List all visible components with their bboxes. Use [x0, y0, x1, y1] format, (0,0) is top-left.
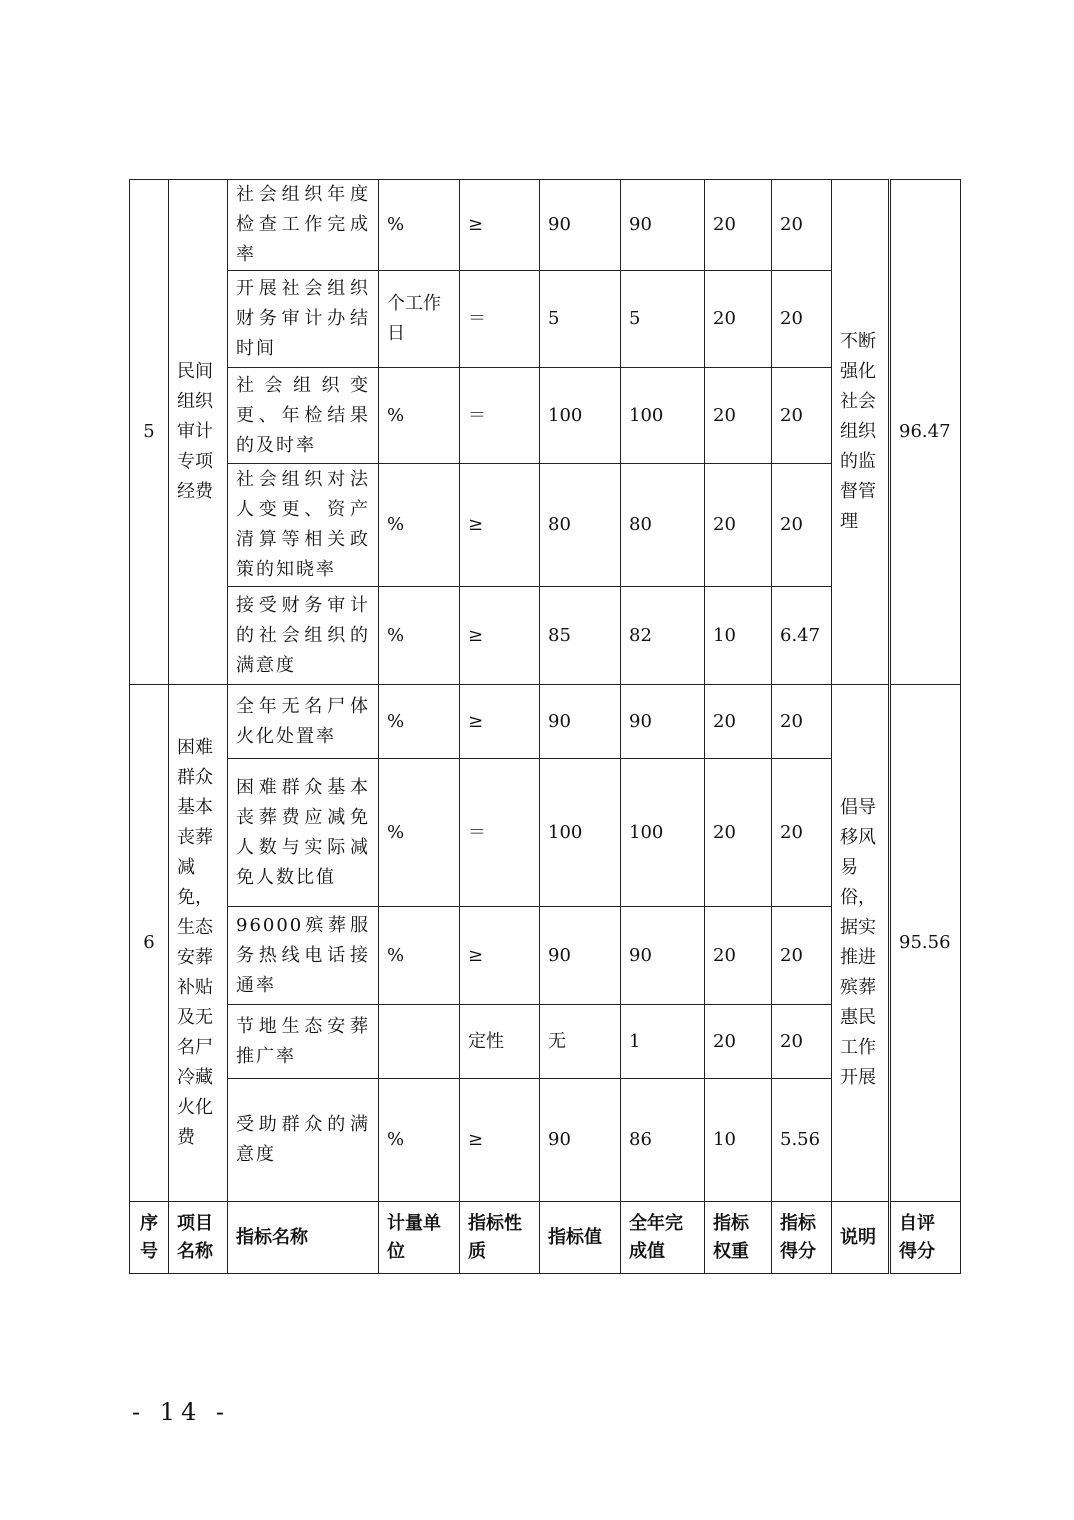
- actual-value: 5: [621, 271, 705, 368]
- actual-value: 90: [621, 180, 705, 271]
- header-actual: 全年完成值: [621, 1202, 705, 1274]
- nature: ≥: [460, 907, 540, 1005]
- nature: ≥: [460, 685, 540, 759]
- weight: 20: [705, 685, 772, 759]
- table-row: [130, 685, 961, 759]
- nature: ＝: [460, 368, 540, 464]
- weight: 20: [705, 180, 772, 271]
- nature: ＝: [460, 271, 540, 368]
- unit: %: [379, 368, 460, 464]
- actual-value: 90: [621, 907, 705, 1005]
- nature: ≥: [460, 587, 540, 685]
- actual-value: 86: [621, 1079, 705, 1202]
- target-value: 90: [540, 1079, 621, 1202]
- group-seq: 6: [130, 685, 169, 1202]
- actual-value: 1: [621, 1005, 705, 1079]
- indicator-name: 接受财务审计的社会组织的满意度: [228, 587, 379, 685]
- score: 20: [772, 180, 832, 271]
- unit: %: [379, 759, 460, 907]
- target-value: 90: [540, 180, 621, 271]
- table-body: [130, 180, 961, 1274]
- performance-table: [129, 179, 961, 1274]
- target-value: 85: [540, 587, 621, 685]
- header-weight: 指标权重: [705, 1202, 772, 1274]
- indicator-name: 社会组织年度检查工作完成率: [228, 180, 379, 271]
- indicator-name: 困难群众基本丧葬费应减免人数与实际减免人数比值: [228, 759, 379, 907]
- weight: 20: [705, 907, 772, 1005]
- header-unit: 计量单位: [379, 1202, 460, 1274]
- header-self-score: 自评得分: [891, 1202, 961, 1274]
- target-value: 无: [540, 1005, 621, 1079]
- nature: ≥: [460, 180, 540, 271]
- nature: ≥: [460, 1079, 540, 1202]
- nature: ＝: [460, 759, 540, 907]
- score: 20: [772, 759, 832, 907]
- page-number: - 14 -: [132, 1398, 231, 1426]
- group-project: 民间组织审计专项经费: [169, 180, 228, 685]
- unit: %: [379, 1079, 460, 1202]
- actual-value: 100: [621, 759, 705, 907]
- header-indicator: 指标名称: [228, 1202, 379, 1274]
- self-score: 96.47: [891, 180, 961, 685]
- score: 20: [772, 685, 832, 759]
- unit: %: [379, 464, 460, 587]
- group-project: 困难群众基本丧葬减免，生态安葬补贴及无名尸冷藏火化费: [169, 685, 228, 1202]
- weight: 10: [705, 1079, 772, 1202]
- header-desc: 说明: [832, 1202, 889, 1274]
- unit: %: [379, 587, 460, 685]
- score: 20: [772, 464, 832, 587]
- weight: 20: [705, 271, 772, 368]
- score: 6.47: [772, 587, 832, 685]
- indicator-name: 社会组织变更、年检结果的及时率: [228, 368, 379, 464]
- nature: ≥: [460, 464, 540, 587]
- score: 20: [772, 368, 832, 464]
- nature: 定性: [460, 1005, 540, 1079]
- weight: 10: [705, 587, 772, 685]
- weight: 20: [705, 368, 772, 464]
- self-score: 95.56: [891, 685, 961, 1202]
- indicator-name: 节地生态安葬推广率: [228, 1005, 379, 1079]
- group-description: 不断强化社会组织的监督管理: [832, 180, 889, 685]
- header-score: 指标得分: [772, 1202, 832, 1274]
- score: 5.56: [772, 1079, 832, 1202]
- header-seq: 序号: [130, 1202, 169, 1274]
- indicator-name: 开展社会组织财务审计办结时间: [228, 271, 379, 368]
- weight: 20: [705, 464, 772, 587]
- unit: %: [379, 180, 460, 271]
- table-row: [130, 180, 961, 271]
- header-project: 项目名称: [169, 1202, 228, 1274]
- actual-value: 90: [621, 685, 705, 759]
- target-value: 100: [540, 759, 621, 907]
- unit: %: [379, 685, 460, 759]
- indicator-name: 96000殡葬服务热线电话接通率: [228, 907, 379, 1005]
- group-description: 倡导移风易俗，据实推进殡葬惠民工作开展: [832, 685, 889, 1202]
- actual-value: 100: [621, 368, 705, 464]
- indicator-name: 社会组织对法人变更、资产清算等相关政策的知晓率: [228, 464, 379, 587]
- unit: 个工作日: [379, 271, 460, 368]
- target-value: 90: [540, 907, 621, 1005]
- group-seq: 5: [130, 180, 169, 685]
- target-value: 5: [540, 271, 621, 368]
- indicator-name: 受助群众的满意度: [228, 1079, 379, 1202]
- unit: %: [379, 907, 460, 1005]
- score: 20: [772, 907, 832, 1005]
- target-value: 90: [540, 685, 621, 759]
- table-header-row: [130, 1202, 961, 1274]
- score: 20: [772, 1005, 832, 1079]
- actual-value: 82: [621, 587, 705, 685]
- weight: 20: [705, 759, 772, 907]
- unit: [379, 1005, 460, 1079]
- target-value: 80: [540, 464, 621, 587]
- indicator-name: 全年无名尸体火化处置率: [228, 685, 379, 759]
- header-nature: 指标性质: [460, 1202, 540, 1274]
- target-value: 100: [540, 368, 621, 464]
- score: 20: [772, 271, 832, 368]
- weight: 20: [705, 1005, 772, 1079]
- header-target: 指标值: [540, 1202, 621, 1274]
- actual-value: 80: [621, 464, 705, 587]
